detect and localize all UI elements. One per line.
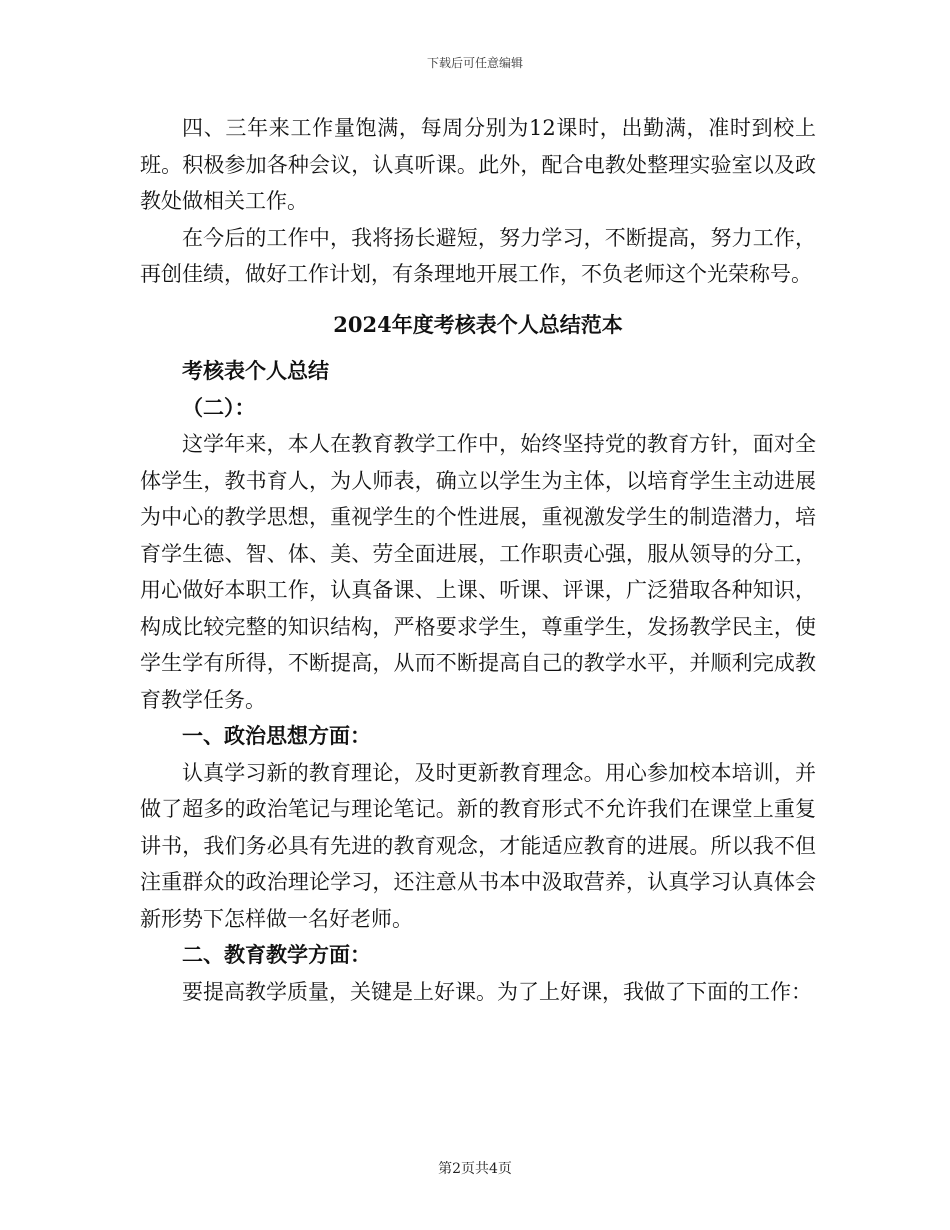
paragraph-workload: 四、三年来工作量饱满，每周分别为12课时，出勤满，准时到校上班。积极参加各种会议，认真听课。此外，配合电教处整理实验室以及政教处做相关工作。	[140, 116, 816, 213]
document-body	[140, 110, 816, 1010]
page-number: 第2页共4页	[438, 1161, 512, 1177]
section-heading-politics: 一、政治思想方面：	[182, 723, 371, 748]
header-note: 下载后可任意编辑	[426, 56, 523, 70]
section-heading-teaching: 二、教育教学方面：	[182, 942, 371, 967]
paragraph-future-plan: 在今后的工作中，我将扬长避短，努力学习，不断提高，努力工作，再创佳绩，做好工作计划，有条理地开展工作，不负老师这个光荣称号。	[140, 225, 816, 286]
paragraph-overview: 这学年来，本人在教育教学工作中，始终坚持党的教育方针，面对全体学生，教书育人，为人师表，确立以学生为主体，以培育学生主动进展为中心的教学思想，重视学生的个性进展，重视激发学生的制造潜力，培育学生德、智、体、美、劳全面进展，工作职责心强，服从领导的分工，用心做好本职工作，认真备课、上课、听课、评课，广泛猎取各种知识，构成比较完整的知识结构，严格要求学生，尊重学生，发扬教学民主，使学生学有所得，不断提高，从而不断提高自己的教学水平，并顺利完成教育教学任务。	[140, 432, 816, 712]
document-title: 2024年度考核表个人总结范本	[333, 311, 623, 337]
paragraph-teaching: 要提高教学质量，关键是上好课。为了上好课，我做了下面的工作：	[182, 979, 812, 1004]
sub-number: （二）：	[182, 394, 256, 420]
paragraph-politics: 认真学习新的教育理论，及时更新教育理念。用心参加校本培训，并做了超多的政治笔记与理论笔记。新的教育形式不允许我们在课堂上重复讲书，我们务必具有先进的教育观念，才能适应教育的进展。所以我不但注重群众的政治理论学习，还注意从书本中汲取营养，认真学习认真体会新形势下怎样做一名好老师。	[140, 760, 816, 931]
sub-heading: 考核表个人总结	[182, 358, 329, 383]
